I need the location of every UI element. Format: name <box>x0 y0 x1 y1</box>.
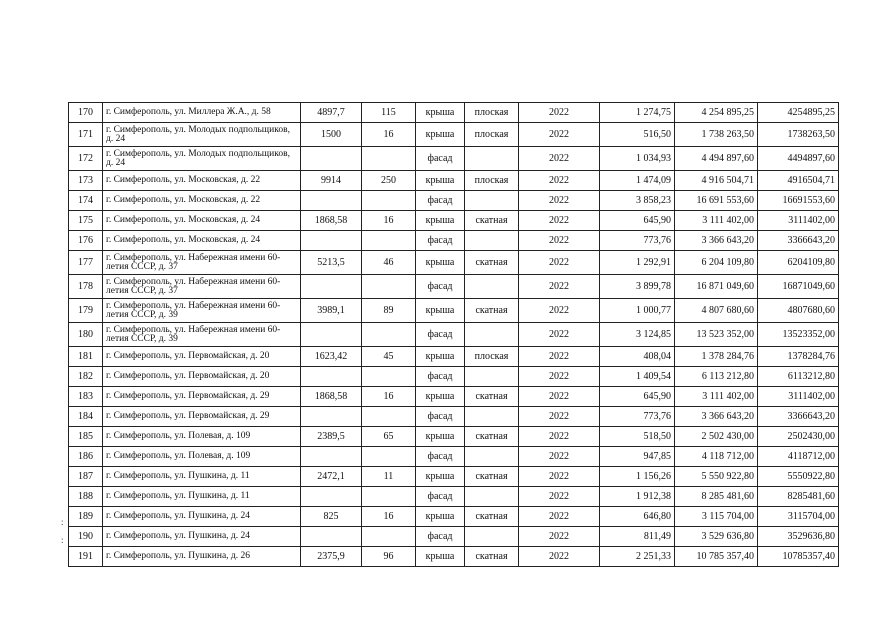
cell-address: г. Симферополь, ул. Пушкина, д. 11 <box>103 487 301 507</box>
cell-total: 4 916 504,71 <box>675 171 758 191</box>
cell-cost-m2: 646,80 <box>600 507 675 527</box>
cell-total-plain: 8285481,60 <box>758 487 839 507</box>
cell-year: 2022 <box>519 467 600 487</box>
table-row <box>69 367 839 387</box>
cell-type <box>465 367 519 387</box>
cell-address: г. Симферополь, ул. Набережная имени 60-летия СССР, д. 39 <box>103 299 301 323</box>
cell-total: 3 111 402,00 <box>675 387 758 407</box>
cell-total: 16 871 049,60 <box>675 275 758 299</box>
cell-total: 1 378 284,76 <box>675 347 758 367</box>
cell-cost-m2: 1 034,93 <box>600 147 675 171</box>
cell-year: 2022 <box>519 407 600 427</box>
cell-type: плоская <box>465 103 519 123</box>
cell-n: 186 <box>69 447 103 467</box>
cell-area: 9914 <box>301 171 362 191</box>
cell-area <box>301 447 362 467</box>
cell-total: 4 118 712,00 <box>675 447 758 467</box>
table-row <box>69 487 839 507</box>
cell-n: 182 <box>69 367 103 387</box>
cell-n: 191 <box>69 547 103 567</box>
table-row <box>69 323 839 347</box>
cell-type: скатная <box>465 427 519 447</box>
cell-element: крыша <box>416 103 465 123</box>
cell-total-plain: 5550922,80 <box>758 467 839 487</box>
cell-n: 190 <box>69 527 103 547</box>
cell-total-plain: 4494897,60 <box>758 147 839 171</box>
table-row <box>69 103 839 123</box>
cell-total-plain: 4916504,71 <box>758 171 839 191</box>
cell-element: фасад <box>416 367 465 387</box>
cell-total: 10 785 357,40 <box>675 547 758 567</box>
cell-element: фасад <box>416 147 465 171</box>
cell-n: 178 <box>69 275 103 299</box>
cell-n: 181 <box>69 347 103 367</box>
cell-n: 183 <box>69 387 103 407</box>
cell-address: г. Симферополь, ул. Пушкина, д. 24 <box>103 507 301 527</box>
cell-count: 16 <box>362 387 416 407</box>
cell-n: 171 <box>69 123 103 147</box>
cell-total-plain: 4807680,60 <box>758 299 839 323</box>
cell-year: 2022 <box>519 447 600 467</box>
cell-n: 189 <box>69 507 103 527</box>
cell-total: 3 529 636,80 <box>675 527 758 547</box>
cell-type: плоская <box>465 171 519 191</box>
table-row <box>69 191 839 211</box>
cell-address: г. Симферополь, ул. Первомайская, д. 29 <box>103 387 301 407</box>
cell-type <box>465 147 519 171</box>
cell-area: 2472,1 <box>301 467 362 487</box>
cell-address: г. Симферополь, ул. Набережная имени 60-летия СССР, д. 37 <box>103 275 301 299</box>
cell-type <box>465 231 519 251</box>
cell-area <box>301 367 362 387</box>
cell-address: г. Симферополь, ул. Первомайская, д. 20 <box>103 347 301 367</box>
cell-total-plain: 10785357,40 <box>758 547 839 567</box>
cell-element: фасад <box>416 487 465 507</box>
cell-element: фасад <box>416 407 465 427</box>
cell-total-plain: 1738263,50 <box>758 123 839 147</box>
cell-n: 174 <box>69 191 103 211</box>
cell-area: 1868,58 <box>301 387 362 407</box>
cell-count <box>362 147 416 171</box>
cell-type <box>465 487 519 507</box>
cell-year: 2022 <box>519 231 600 251</box>
cell-type: скатная <box>465 251 519 275</box>
cell-element: крыша <box>416 347 465 367</box>
table-row <box>69 407 839 427</box>
cell-area: 1868,58 <box>301 211 362 231</box>
cell-cost-m2: 2 251,33 <box>600 547 675 567</box>
cell-total: 4 494 897,60 <box>675 147 758 171</box>
cell-area <box>301 231 362 251</box>
cell-area: 3989,1 <box>301 299 362 323</box>
cell-count: 89 <box>362 299 416 323</box>
cell-address: г. Симферополь, ул. Молодых подпольщиков, д. 24 <box>103 147 301 171</box>
cell-total: 8 285 481,60 <box>675 487 758 507</box>
cell-cost-m2: 408,04 <box>600 347 675 367</box>
cell-cost-m2: 1 156,26 <box>600 467 675 487</box>
margin-mark: : <box>61 535 64 545</box>
cell-address: г. Симферополь, ул. Первомайская, д. 20 <box>103 367 301 387</box>
cell-area <box>301 275 362 299</box>
cell-cost-m2: 1 000,77 <box>600 299 675 323</box>
cell-n: 180 <box>69 323 103 347</box>
cell-count <box>362 447 416 467</box>
cell-n: 172 <box>69 147 103 171</box>
cell-type <box>465 407 519 427</box>
cell-element: фасад <box>416 527 465 547</box>
cell-year: 2022 <box>519 191 600 211</box>
cell-cost-m2: 811,49 <box>600 527 675 547</box>
cell-year: 2022 <box>519 211 600 231</box>
table-row <box>69 427 839 447</box>
table-row <box>69 299 839 323</box>
cell-area: 1623,42 <box>301 347 362 367</box>
cell-cost-m2: 1 912,38 <box>600 487 675 507</box>
cell-count: 65 <box>362 427 416 447</box>
cell-element: фасад <box>416 231 465 251</box>
cell-address: г. Симферополь, ул. Московская, д. 22 <box>103 171 301 191</box>
table-row <box>69 447 839 467</box>
cell-element: фасад <box>416 447 465 467</box>
cell-element: крыша <box>416 299 465 323</box>
cell-total: 4 807 680,60 <box>675 299 758 323</box>
cell-cost-m2: 516,50 <box>600 123 675 147</box>
cell-type <box>465 447 519 467</box>
cell-total: 3 366 643,20 <box>675 407 758 427</box>
cell-count <box>362 367 416 387</box>
cell-area: 1500 <box>301 123 362 147</box>
cell-year: 2022 <box>519 323 600 347</box>
cell-count <box>362 527 416 547</box>
cell-n: 179 <box>69 299 103 323</box>
cell-year: 2022 <box>519 487 600 507</box>
cell-count: 16 <box>362 507 416 527</box>
cell-n: 187 <box>69 467 103 487</box>
cell-cost-m2: 3 858,23 <box>600 191 675 211</box>
cell-address: г. Симферополь, ул. Пушкина, д. 26 <box>103 547 301 567</box>
cell-element: крыша <box>416 507 465 527</box>
cell-area <box>301 407 362 427</box>
cell-year: 2022 <box>519 251 600 275</box>
repair-registry-table <box>68 102 839 567</box>
cell-cost-m2: 518,50 <box>600 427 675 447</box>
cell-total: 3 111 402,00 <box>675 211 758 231</box>
cell-year: 2022 <box>519 367 600 387</box>
cell-year: 2022 <box>519 347 600 367</box>
cell-count <box>362 487 416 507</box>
cell-total-plain: 6113212,80 <box>758 367 839 387</box>
cell-count <box>362 323 416 347</box>
table-row <box>69 147 839 171</box>
cell-cost-m2: 3 124,85 <box>600 323 675 347</box>
cell-element: крыша <box>416 547 465 567</box>
cell-total-plain: 3115704,00 <box>758 507 839 527</box>
cell-type: скатная <box>465 547 519 567</box>
cell-cost-m2: 1 274,75 <box>600 103 675 123</box>
cell-type <box>465 323 519 347</box>
table-row <box>69 527 839 547</box>
table-row <box>69 507 839 527</box>
cell-element: фасад <box>416 191 465 211</box>
cell-address: г. Симферополь, ул. Миллера Ж.А., д. 58 <box>103 103 301 123</box>
cell-year: 2022 <box>519 299 600 323</box>
cell-total-plain: 3529636,80 <box>758 527 839 547</box>
cell-count <box>362 407 416 427</box>
cell-total-plain: 4254895,25 <box>758 103 839 123</box>
cell-element: фасад <box>416 323 465 347</box>
cell-cost-m2: 773,76 <box>600 407 675 427</box>
cell-area <box>301 147 362 171</box>
cell-count: 11 <box>362 467 416 487</box>
cell-address: г. Симферополь, ул. Набережная имени 60-летия СССР, д. 39 <box>103 323 301 347</box>
cell-total-plain: 16871049,60 <box>758 275 839 299</box>
cell-address: г. Симферополь, ул. Московская, д. 24 <box>103 211 301 231</box>
cell-cost-m2: 1 409,54 <box>600 367 675 387</box>
cell-year: 2022 <box>519 387 600 407</box>
cell-count <box>362 231 416 251</box>
cell-count: 16 <box>362 123 416 147</box>
cell-n: 173 <box>69 171 103 191</box>
cell-count: 115 <box>362 103 416 123</box>
cell-count <box>362 191 416 211</box>
cell-count: 16 <box>362 211 416 231</box>
cell-cost-m2: 3 899,78 <box>600 275 675 299</box>
cell-cost-m2: 645,90 <box>600 211 675 231</box>
cell-type: скатная <box>465 507 519 527</box>
cell-total-plain: 2502430,00 <box>758 427 839 447</box>
cell-year: 2022 <box>519 275 600 299</box>
cell-area: 825 <box>301 507 362 527</box>
cell-count: 45 <box>362 347 416 367</box>
cell-element: крыша <box>416 251 465 275</box>
cell-year: 2022 <box>519 123 600 147</box>
cell-year: 2022 <box>519 171 600 191</box>
cell-cost-m2: 1 292,91 <box>600 251 675 275</box>
table-row <box>69 347 839 367</box>
table-row <box>69 547 839 567</box>
cell-total: 13 523 352,00 <box>675 323 758 347</box>
cell-count: 46 <box>362 251 416 275</box>
cell-area <box>301 527 362 547</box>
table-row <box>69 275 839 299</box>
cell-area: 2375,9 <box>301 547 362 567</box>
cell-count: 96 <box>362 547 416 567</box>
cell-element: крыша <box>416 387 465 407</box>
cell-year: 2022 <box>519 103 600 123</box>
cell-area <box>301 323 362 347</box>
cell-cost-m2: 947,85 <box>600 447 675 467</box>
cell-type: плоская <box>465 123 519 147</box>
cell-year: 2022 <box>519 427 600 447</box>
cell-total: 16 691 553,60 <box>675 191 758 211</box>
cell-area: 4897,7 <box>301 103 362 123</box>
cell-address: г. Симферополь, ул. Первомайская, д. 29 <box>103 407 301 427</box>
cell-type: скатная <box>465 467 519 487</box>
cell-n: 176 <box>69 231 103 251</box>
cell-address: г. Симферополь, ул. Полевая, д. 109 <box>103 427 301 447</box>
table-row <box>69 251 839 275</box>
cell-type: скатная <box>465 211 519 231</box>
cell-element: фасад <box>416 275 465 299</box>
cell-total-plain: 3111402,00 <box>758 211 839 231</box>
margin-mark: : <box>61 517 64 527</box>
cell-address: г. Симферополь, ул. Молодых подпольщиков, д. 24 <box>103 123 301 147</box>
cell-count <box>362 275 416 299</box>
cell-year: 2022 <box>519 527 600 547</box>
cell-address: г. Симферополь, ул. Набережная имени 60-летия СССР, д. 37 <box>103 251 301 275</box>
cell-address: г. Симферополь, ул. Пушкина, д. 11 <box>103 467 301 487</box>
cell-total: 6 204 109,80 <box>675 251 758 275</box>
cell-area: 5213,5 <box>301 251 362 275</box>
cell-area <box>301 487 362 507</box>
table-row <box>69 467 839 487</box>
cell-total-plain: 3111402,00 <box>758 387 839 407</box>
cell-type <box>465 527 519 547</box>
cell-type: скатная <box>465 299 519 323</box>
cell-total: 3 115 704,00 <box>675 507 758 527</box>
cell-element: крыша <box>416 427 465 447</box>
cell-type: плоская <box>465 347 519 367</box>
cell-n: 175 <box>69 211 103 231</box>
cell-count: 250 <box>362 171 416 191</box>
cell-cost-m2: 645,90 <box>600 387 675 407</box>
cell-address: г. Симферополь, ул. Московская, д. 22 <box>103 191 301 211</box>
cell-total-plain: 3366643,20 <box>758 407 839 427</box>
table-row <box>69 387 839 407</box>
cell-address: г. Симферополь, ул. Пушкина, д. 24 <box>103 527 301 547</box>
cell-total-plain: 6204109,80 <box>758 251 839 275</box>
table-row <box>69 171 839 191</box>
cell-total-plain: 4118712,00 <box>758 447 839 467</box>
cell-total: 3 366 643,20 <box>675 231 758 251</box>
cell-year: 2022 <box>519 507 600 527</box>
cell-total: 2 502 430,00 <box>675 427 758 447</box>
cell-n: 170 <box>69 103 103 123</box>
cell-element: крыша <box>416 211 465 231</box>
registry-body <box>69 103 839 567</box>
cell-total: 6 113 212,80 <box>675 367 758 387</box>
cell-element: крыша <box>416 171 465 191</box>
table-row <box>69 123 839 147</box>
cell-n: 185 <box>69 427 103 447</box>
table-row <box>69 231 839 251</box>
cell-cost-m2: 773,76 <box>600 231 675 251</box>
cell-type <box>465 275 519 299</box>
cell-element: крыша <box>416 123 465 147</box>
cell-total-plain: 13523352,00 <box>758 323 839 347</box>
cell-element: крыша <box>416 467 465 487</box>
cell-cost-m2: 1 474,09 <box>600 171 675 191</box>
cell-area <box>301 191 362 211</box>
cell-type <box>465 191 519 211</box>
cell-year: 2022 <box>519 547 600 567</box>
cell-total: 5 550 922,80 <box>675 467 758 487</box>
cell-address: г. Симферополь, ул. Московская, д. 24 <box>103 231 301 251</box>
cell-total-plain: 1378284,76 <box>758 347 839 367</box>
cell-n: 188 <box>69 487 103 507</box>
cell-area: 2389,5 <box>301 427 362 447</box>
cell-total: 1 738 263,50 <box>675 123 758 147</box>
cell-n: 184 <box>69 407 103 427</box>
cell-total: 4 254 895,25 <box>675 103 758 123</box>
cell-total-plain: 3366643,20 <box>758 231 839 251</box>
cell-year: 2022 <box>519 147 600 171</box>
cell-address: г. Симферополь, ул. Полевая, д. 109 <box>103 447 301 467</box>
cell-type: скатная <box>465 387 519 407</box>
cell-n: 177 <box>69 251 103 275</box>
table-row <box>69 211 839 231</box>
cell-total-plain: 16691553,60 <box>758 191 839 211</box>
